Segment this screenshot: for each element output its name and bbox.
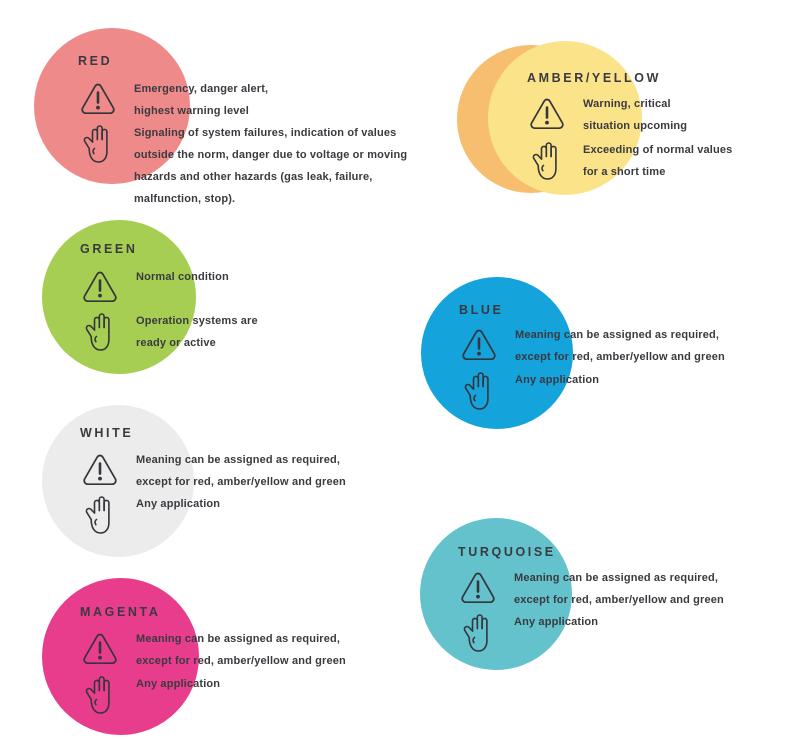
application-text [136, 673, 220, 695]
description-line: Any application [515, 374, 600, 386]
description-line: for a short time [583, 166, 666, 178]
description-line: malfunction, stop). [134, 193, 236, 205]
description-line: Any application [136, 678, 221, 690]
color-section-blue [421, 277, 791, 437]
description-line: except for red, amber/yellow and green [136, 476, 346, 488]
application-text [134, 122, 407, 210]
section-title-amber-yellow: AMBER/YELLOW [527, 71, 661, 85]
description-line: Meaning can be assigned as required, [515, 329, 720, 341]
description-line: Any application [514, 616, 599, 628]
warning-row [78, 78, 268, 122]
application-row [527, 139, 732, 183]
warning-text [515, 324, 725, 368]
section-title-white: WHITE [80, 426, 134, 440]
stop-hand-icon [78, 122, 118, 166]
warning-triangle-icon [458, 567, 498, 605]
description-line: Meaning can be assigned as required, [136, 633, 341, 645]
description-line: ready or active [136, 337, 216, 349]
application-row [459, 369, 599, 413]
description-line: Warning, critical [583, 98, 671, 110]
stop-hand-icon [527, 139, 567, 183]
application-row [78, 122, 407, 210]
stop-hand-icon [80, 310, 120, 354]
section-title-green: GREEN [80, 242, 138, 256]
application-text [136, 310, 258, 354]
warning-text [136, 628, 346, 672]
warning-text [134, 78, 268, 122]
description-line: Meaning can be assigned as required, [514, 572, 719, 584]
color-section-amber-yellow [457, 41, 797, 211]
application-row [80, 310, 258, 354]
warning-row [458, 567, 724, 611]
stop-hand-icon [459, 369, 499, 413]
description-line: Signaling of system failures, indication of values [134, 127, 397, 139]
warning-triangle-icon [459, 324, 499, 362]
warning-row [527, 93, 687, 137]
warning-triangle-icon [80, 266, 120, 304]
stop-hand-icon [80, 673, 120, 717]
section-title-magenta: MAGENTA [80, 605, 161, 619]
description-line: outside the norm, danger due to voltage or moving [134, 149, 408, 161]
warning-row [80, 266, 229, 304]
application-text [583, 139, 732, 183]
warning-row [459, 324, 725, 368]
application-text [515, 369, 599, 391]
color-section-red [34, 28, 454, 205]
description-line: Exceeding of normal values [583, 144, 733, 156]
description-line: situation upcoming [583, 120, 688, 132]
application-row [80, 493, 220, 537]
warning-triangle-icon [527, 93, 567, 131]
warning-text [583, 93, 687, 137]
warning-row [80, 449, 346, 493]
application-row [80, 673, 220, 717]
color-section-green [42, 220, 382, 380]
description-line: Operation systems are [136, 315, 258, 327]
warning-triangle-icon [80, 449, 120, 487]
color-section-magenta [42, 578, 412, 740]
description-line: hazards and other hazards (gas leak, failure, [134, 171, 373, 183]
application-row [458, 611, 598, 655]
warning-triangle-icon [80, 628, 120, 666]
description-line: except for red, amber/yellow and green [515, 351, 725, 363]
warning-text [136, 266, 229, 288]
color-section-white [42, 405, 412, 565]
warning-row [80, 628, 346, 672]
warning-triangle-icon [78, 78, 118, 116]
section-title-blue: BLUE [459, 303, 504, 317]
description-line: Normal condition [136, 271, 229, 283]
application-text [514, 611, 598, 633]
description-line: highest warning level [134, 105, 250, 117]
description-line: Emergency, danger alert, [134, 83, 269, 95]
section-title-red: RED [78, 54, 113, 68]
description-line: except for red, amber/yellow and green [136, 655, 346, 667]
description-line: except for red, amber/yellow and green [514, 594, 724, 606]
section-title-turquoise: TURQUOISE [458, 545, 556, 559]
application-text [136, 493, 220, 515]
stop-hand-icon [458, 611, 498, 655]
description-line: Meaning can be assigned as required, [136, 454, 341, 466]
warning-text [514, 567, 724, 611]
description-line: Any application [136, 498, 221, 510]
stop-hand-icon [80, 493, 120, 537]
warning-text [136, 449, 346, 493]
color-section-turquoise [420, 518, 790, 678]
